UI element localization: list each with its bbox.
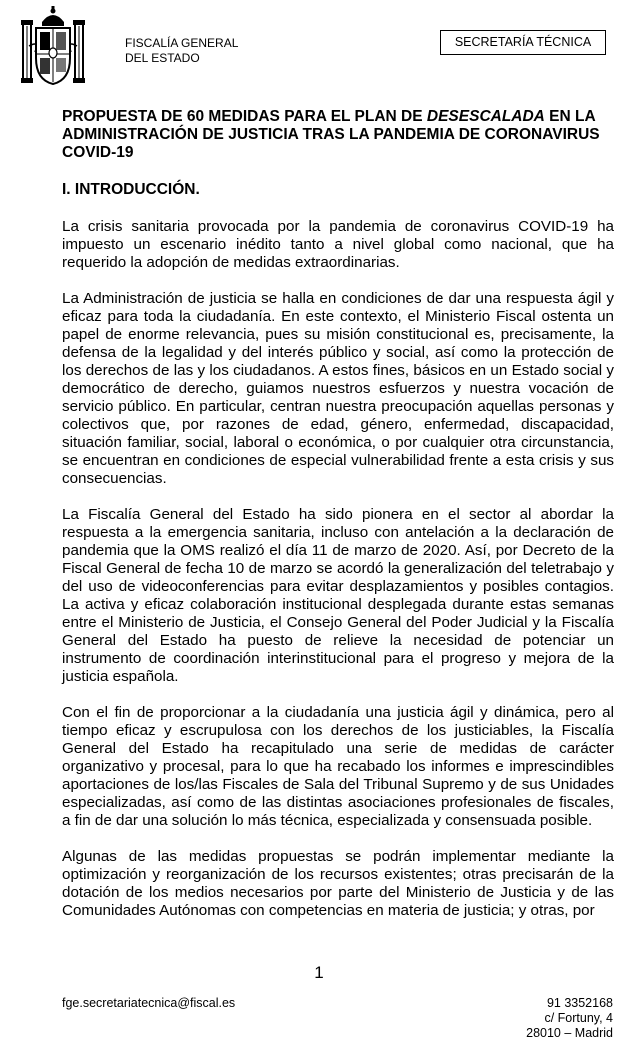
organization-line-2: DEL ESTADO	[125, 51, 200, 65]
paragraph: La crisis sanitaria provocada por la pandemia de coronavirus COVID-19 ha impuesto un escenario inédito tanto a nivel global como nacional, que ha requerido la adopción de medidas extraordinarias.	[62, 218, 614, 271]
title-part-2: EN LA ADMINISTRACIÓN DE JUSTICIA TRAS LA PANDEMIA DE CORONAVIRUS COVID-19	[62, 108, 600, 161]
document-body	[62, 218, 614, 938]
organization-name	[125, 36, 238, 66]
organization-line-1: FISCALÍA GENERAL	[125, 36, 239, 50]
footer-email[interactable]: fge.secretariatecnica@fiscal.es	[62, 996, 236, 1010]
section-heading: I. INTRODUCCIÓN.	[62, 181, 200, 198]
footer-street: c/ Fortuny, 4	[544, 1011, 613, 1025]
footer-city: 28010 – Madrid	[526, 1026, 613, 1040]
title-part-1: PROPUESTA DE 60 MEDIDAS PARA EL PLAN DE	[62, 108, 427, 125]
footer-phone: 91 3352168	[546, 996, 613, 1010]
paragraph: La Fiscalía General del Estado ha sido pionera en el sector al abordar la respuesta a la emergencia sanitaria, incluso con antelación a la declaración de pandemia que la OMS realizó el día 11 de marzo de 2020. Así, por Decreto de la Fiscal General de fecha 10 de marzo se acordó la generalización del teletrabajo y del uso de videoconferencias para evitar desplazamientos y posibles contagios. La activa y eficaz colaboración institucional desplegada durante estas semanas entre el Ministerio de Justicia, el Consejo General del Poder Judicial y la Fiscalía General del Estado ha puesto de relieve la necesidad de potenciar un instrumento de coordinación interinstitucional para el progreso y mejora de la justicia española.	[62, 506, 614, 685]
footer-address	[526, 996, 613, 1041]
paragraph: La Administración de justicia se halla en condiciones de dar una respuesta ágil y eficaz para toda la ciudadanía. En este contexto, el Ministerio Fiscal ostenta un papel de enorme relevancia, pues su misión constitucional es, precisamente, la defensa de la legalidad y del interés público y social, así como la protección de los derechos de las y los ciudadanos. A estos fines, básicos en un Estado social y democrático de derecho, guiamos nuestros esfuerzos y nuestra vocación de servicio público. En particular, centran nuestra preocupación aquellas personas y colectivos que, por razones de edad, género, enfermedad, discapacidad, situación familiar, social, laboral o económica, o por cualquier otra circunstancia, se encuentran en condiciones de especial vulnerabilidad frente a esta crisis y sus consecuencias.	[62, 290, 614, 487]
coat-of-arms-icon	[20, 6, 86, 86]
page-number: 1	[314, 963, 324, 982]
department-label: SECRETARÍA TÉCNICA	[440, 30, 606, 55]
document-title	[62, 108, 614, 162]
title-italic: DESESCALADA	[426, 108, 545, 125]
paragraph: Con el fin de proporcionar a la ciudadanía una justicia ágil y dinámica, pero al tiempo eficaz y escrupulosa con los derechos de los justiciables, la Fiscalía General del Estado ha recapitulado una serie de medidas de carácter organizativo y procesal, para lo que ha recabado los informes e imprescindibles aportaciones de los/las Fiscales de Sala del Tribunal Supremo y de sus Unidades especializadas, así como de las distintas asociaciones profesionales de fiscales, a fin de dar una solución lo más técnica, especializada y consensuada posible.	[62, 704, 614, 829]
paragraph: Algunas de las medidas propuestas se podrán implementar mediante la optimización y reorganización de los recursos existentes; otras precisarán de la dotación de los medios necesarios por parte del Ministerio de Justicia y de las Comunidades Autónomas con competencias en materia de justicia; y otras, por	[62, 848, 614, 919]
